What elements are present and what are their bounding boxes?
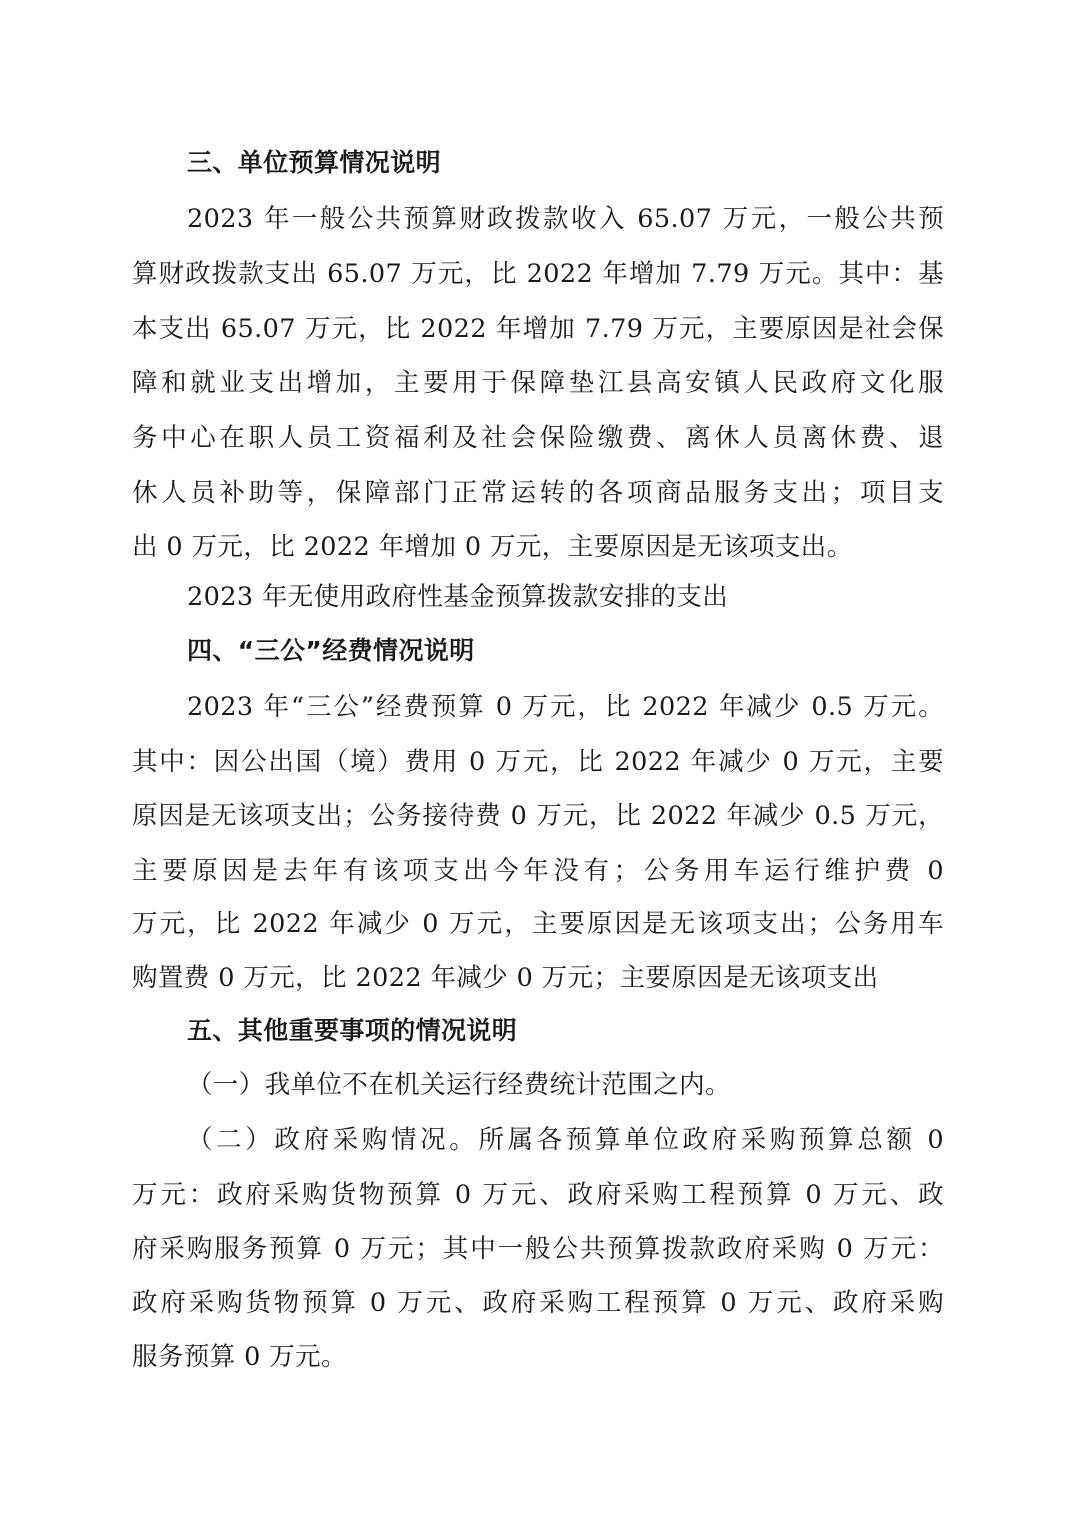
paragraph-line: 算财政拨款支出 65.07 万元，比 2022 年增加 7.79 万元。其中：基 — [132, 259, 944, 289]
paragraph-line: 万元：政府采购货物预算 0 万元、政府采购工程预算 0 万元、政 — [132, 1180, 944, 1210]
section-heading-3: 三、单位预算情况说明 — [187, 148, 442, 177]
paragraph-line: 休人员补助等，保障部门正常运转的各项商品服务支出；项目支 — [132, 478, 944, 508]
section-heading-4: 四、“三公”经费情况说明 — [187, 636, 475, 665]
paragraph-line: 障和就业支出增加，主要用于保障垫江县高安镇人民政府文化服 — [132, 368, 944, 398]
paragraph-line: （二）政府采购情况。所属各预算单位政府采购预算总额 0 — [187, 1125, 944, 1155]
paragraph-line: 2023 年无使用政府性基金预算拨款安排的支出 — [187, 582, 729, 612]
paragraph-line: 出 0 万元，比 2022 年增加 0 万元，主要原因是无该项支出。 — [132, 532, 853, 562]
paragraph-line: （一）我单位不在机关运行经费统计范围之内。 — [187, 1070, 731, 1100]
paragraph-line: 府采购服务预算 0 万元；其中一般公共预算拨款政府采购 0 万元： — [132, 1234, 944, 1264]
paragraph-line: 务中心在职人员工资福利及社会保险缴费、离休人员离休费、退 — [132, 423, 944, 453]
section-heading-5: 五、其他重要事项的情况说明 — [187, 1016, 518, 1045]
paragraph-line: 主要原因是去年有该项支出今年没有；公务用车运行维护费 0 — [132, 856, 944, 886]
paragraph-line: 政府采购货物预算 0 万元、政府采购工程预算 0 万元、政府采购 — [132, 1288, 944, 1318]
paragraph-line: 2023 年一般公共预算财政拨款收入 65.07 万元，一般公共预 — [187, 204, 944, 234]
paragraph-line: 服务预算 0 万元。 — [132, 1342, 347, 1372]
paragraph-line: 其中：因公出国（境）费用 0 万元，比 2022 年减少 0 万元，主要 — [132, 747, 944, 777]
paragraph-line: 2023 年“三公”经费预算 0 万元，比 2022 年减少 0.5 万元。 — [187, 692, 944, 722]
paragraph-line: 原因是无该项支出；公务接待费 0 万元，比 2022 年减少 0.5 万元， — [132, 801, 944, 831]
paragraph-line: 购置费 0 万元，比 2022 年减少 0 万元；主要原因是无该项支出 — [132, 963, 879, 993]
paragraph-line: 万元，比 2022 年减少 0 万元，主要原因是无该项支出；公务用车 — [132, 909, 944, 939]
paragraph-line: 本支出 65.07 万元，比 2022 年增加 7.79 万元，主要原因是社会保 — [132, 314, 944, 344]
